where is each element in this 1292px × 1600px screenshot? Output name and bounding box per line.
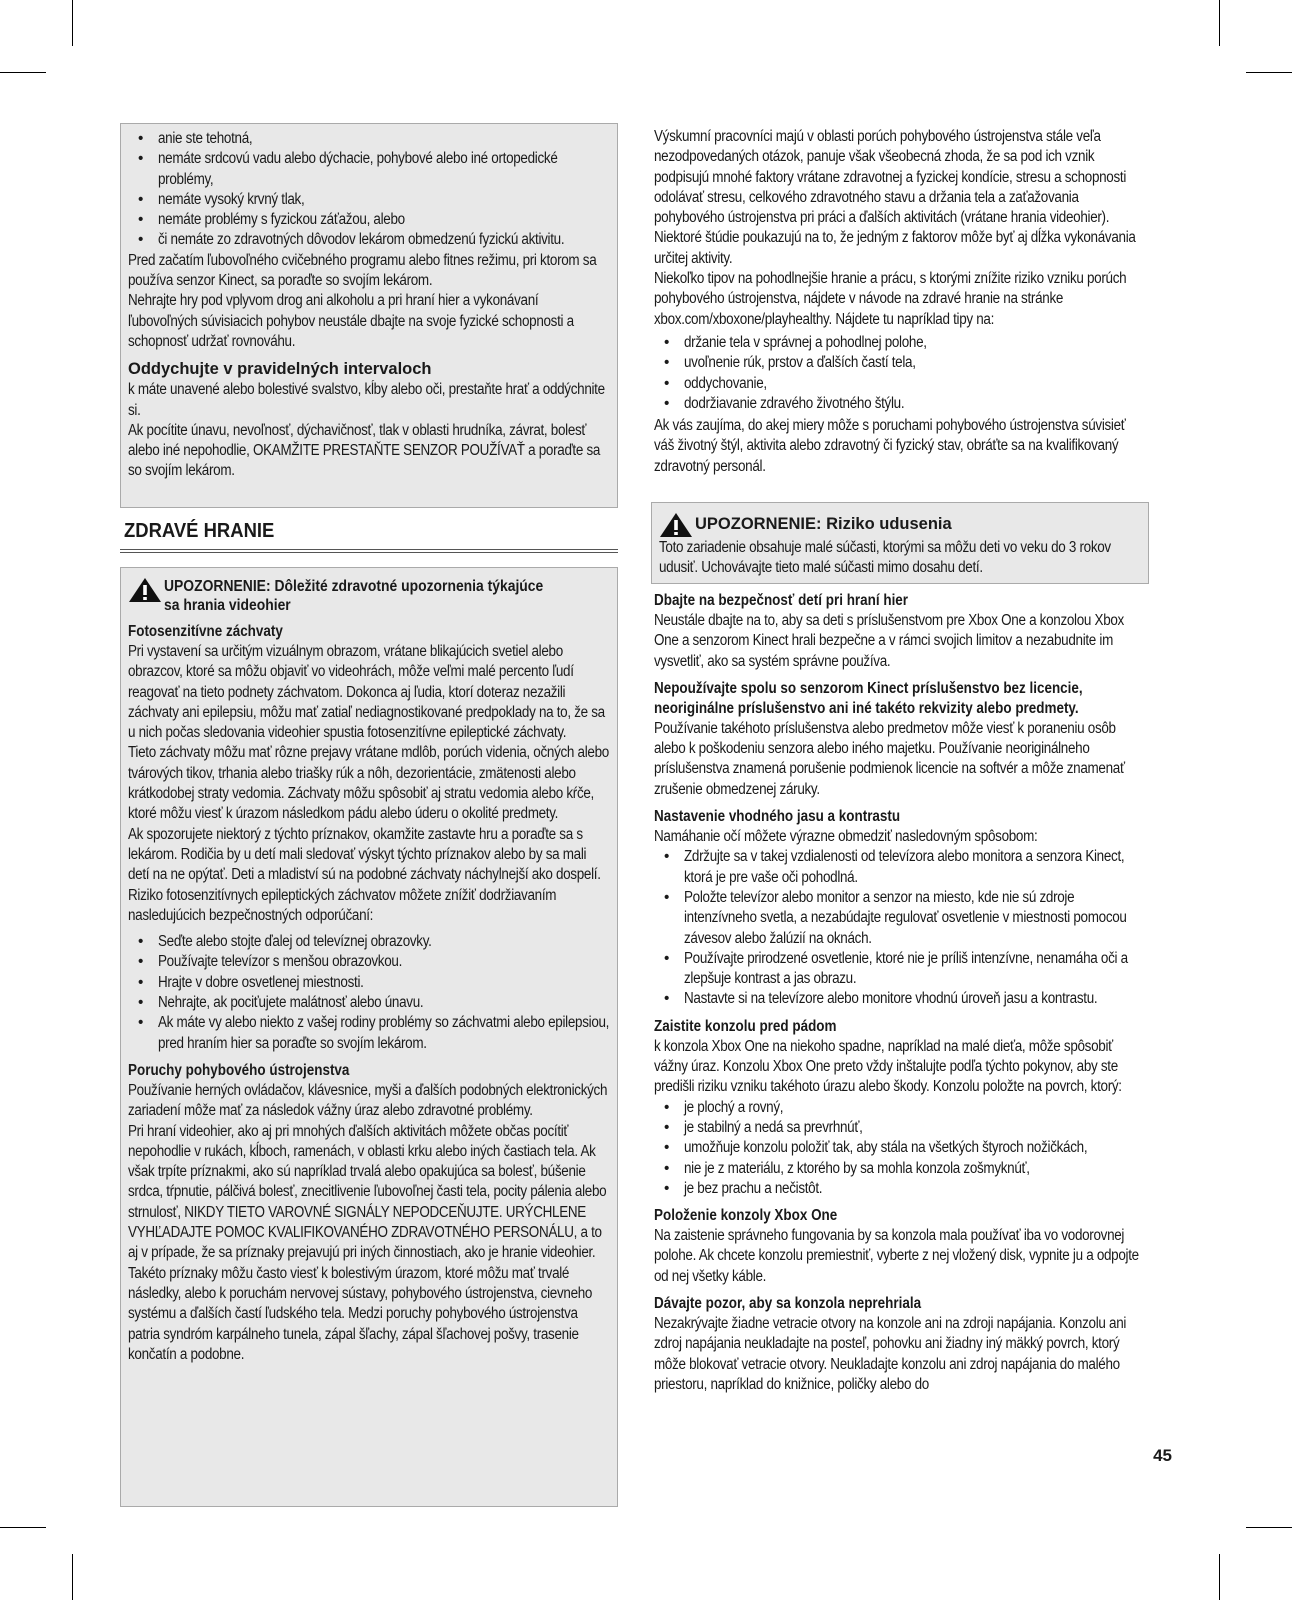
section-title: ZDRAVÉ HRANIE <box>124 519 275 542</box>
health-warning-box <box>120 567 618 1507</box>
photo-bullet-list <box>128 932 610 1054</box>
list-item: • je bez prachu a nečistôt. <box>654 1179 1146 1199</box>
list-item: • je stabilný a nedá sa prevrhnúť, <box>654 1118 1146 1138</box>
crop-mark <box>1246 72 1292 73</box>
paragraph: Neustále dbajte na to, aby sa deti s príslušenstvom pre Xbox One a konzolou Xbox One a senzorom Kinect hrali bezpečne a v rámci svojich limitov a nezabudnite im vysvetliť, ako sa systém správne používa. <box>654 612 1124 670</box>
page-number: 45 <box>1153 1446 1172 1465</box>
list-item: • nemáte vysoký krvný tlak, <box>128 190 610 210</box>
list-item: • oddychovanie, <box>654 374 1146 394</box>
rest-heading: Oddychujte v pravidelných intervaloch <box>128 360 432 379</box>
list-item: • Zdržujte sa v takej vzdialenosti od televízora alebo monitora a senzora Kinect, ktorá je pre vaše oči pohodlná. <box>654 847 1146 888</box>
fitness-warning-box <box>120 123 618 508</box>
crop-mark <box>1219 1554 1220 1600</box>
paragraph: Pred začatím ľubovoľného cvičebného programu alebo fitnes režimu, pri ktorom sa používa senzor Kinect, sa poraďte so svojím lekárom. <box>128 251 597 290</box>
crop-mark <box>0 1527 46 1528</box>
list-item: • Položte televízor alebo monitor a senzor na miesto, kde nie sú zdroje intenzívneho svetla, a nezabúdajte regulovať osvetlenie v miestnosti pomocou závesov alebo žalúzií na oknách. <box>654 888 1146 949</box>
paragraph: Ak vás zaujíma, do akej miery môže s poruchami pohybového ústrojenstva súvisieť váš životný štýl, aktivita alebo zdravotný či fyzický stav, obráťte sa na kvalifikovaný zdravotný personál. <box>654 417 1126 475</box>
safety-section <box>651 591 1149 1395</box>
accessory-heading: Nepoužívajte spolu so senzorom Kinect príslušenstvo bez licencie, neoriginálne príslušenstvo ani iné takéto rekvizity alebo predmety. <box>654 679 1083 717</box>
paragraph: Ak pocítite únavu, nevoľnosť, dýchavičnosť, tlak v oblasti hrudníka, závrat, bolesť alebo iné nepohodlie, OKAMŽITE PRESTAŇTE SENZOR POUŽÍVAŤ a poraďte sa so svojím lekárom. <box>128 421 601 480</box>
warning-header <box>128 577 610 615</box>
list-item: • dodržiavanie zdravého životného štýlu. <box>654 394 1146 414</box>
falling-heading: Zaistite konzolu pred pádom <box>654 1017 837 1035</box>
list-item: • Používajte prirodzené osvetlenie, ktoré nie je príliš intenzívne, nenamáha oči a zlepšuje kontrast a jas obrazu. <box>654 949 1146 990</box>
overheat-heading: Dávajte pozor, aby sa konzola neprehriala <box>654 1295 922 1313</box>
warning-icon <box>659 512 693 538</box>
list-item: • je plochý a rovný, <box>654 1098 1146 1118</box>
list-item: • Ak máte vy alebo niekto z vašej rodiny problémy so záchvatmi alebo epilepsiou, pred hraním hier sa poraďte so svojím lekárom. <box>128 1013 610 1054</box>
crop-mark <box>1246 1527 1292 1528</box>
title-rule <box>120 549 618 553</box>
brightness-bullet-list <box>654 847 1146 1009</box>
list-item: • Nehrajte, ak pociťujete malátnosť alebo únavu. <box>128 993 610 1013</box>
brightness-heading: Nastavenie vhodného jasu a kontrastu <box>654 808 901 826</box>
choking-title: UPOZORNENIE: Riziko udusenia <box>695 515 952 533</box>
crop-mark <box>72 0 73 46</box>
kids-heading: Dbajte na bezpečnosť detí pri hraní hier <box>654 592 909 609</box>
crop-mark <box>72 1554 73 1600</box>
warning-icon <box>128 577 162 603</box>
paragraph: Pri vystavení sa určitým vizuálnym obrazom, vrátane blikajúcich svetiel alebo obrazcov, ktoré sa môžu objaviť vo videohrách, môže veľmi malé percento ľudí reagovať na tieto podnety záchvatom. Dokonca aj ľudia, ktorí doteraz nezažili záchvaty ani epilepsiu, môžu mať zatiaľ nediagnostikované predpoklady na to, že sa u nich počas sledovania videohier spustia fotosenzitívne epileptické záchvaty. <box>128 643 605 742</box>
paragraph: Nehrajte hry pod vplyvom drog ani alkoholu a pri hraní hier a vykonávaní ľubovoľných súvisiacich pohybov neustále dbajte na svoje fyzické schopnosti a schopnosť udržať rovnováhu. <box>128 292 574 350</box>
list-item: • Nastavte si na televízore alebo monitore vhodnú úroveň jasu a kontrastu. <box>654 989 1146 1009</box>
paragraph: Ak spozorujete niektorý z týchto príznakov, okamžite zastavte hru a poraďte sa s lekárom. Rodičia by u detí mali sledovať výskyt týchto príznakov alebo by sa mali detí na ne opýtať. Deti a mladiství sú na podobné záchvaty náchylnejší ako dospelí. Riziko fotosenzitívnych epileptických záchvatov môžete znížiť dodržiavaním nasledujúcich bezpečnostných odporúčaní: <box>128 825 601 924</box>
paragraph: Niekoľko tipov na pohodlnejšie hranie a prácu, s ktorými znížite riziko vzniku porúch pohybového ústrojenstva, nájdete v návode na zdravé hranie na stránke xbox.com/xboxone/playhealthy. Nájdete tu napríklad tipy na: <box>654 270 1127 328</box>
choking-warning-box <box>651 502 1149 584</box>
list-item: • či nemáte zo zdravotných dôvodov lekárom obmedzenú fyzickú aktivitu. <box>128 230 610 250</box>
paragraph: k konzola Xbox One na niekoho spadne, napríklad na malé dieťa, môže spôsobiť vážny úraz. Konzolu Xbox One preto vždy inštalujte podľa týchto pokynov, aby ste predišli riziku vzniku takéhoto úrazu alebo škody. Konzolu položte na povrch, ktorý: <box>654 1037 1122 1096</box>
paragraph: Toto zariadenie obsahuje malé súčasti, ktorými sa môžu deti vo veku do 3 rokov udusiť. Uchovávajte tieto malé súčasti mimo dosahu detí. <box>659 539 1111 577</box>
list-item: • nemáte problémy s fyzickou záťažou, alebo <box>128 210 610 230</box>
list-item: • uvoľnenie rúk, prstov a ďalších častí tela, <box>654 353 1146 373</box>
intro-bullet-list <box>128 129 610 251</box>
research-section <box>651 123 1149 498</box>
list-item: • umožňuje konzolu položiť tak, aby stála na všetkých štyroch nožičkách, <box>654 1138 1146 1158</box>
falling-bullet-list <box>654 1098 1146 1199</box>
paragraph: Výskumní pracovníci majú v oblasti porúch pohybového ústrojenstva stále veľa nezodpovedaných otázok, panuje však všeobecná zhoda, že sa pod ich vznik podpisujú mnohé faktory vrátane zdravotnej a fyzickej kondície, stresu a schopnosti odolávať stresu, celkového zdravotného stavu a držania tela a zaťažovania pohybového ústrojenstva pri práci a ďalších aktivitách (vrátane hrania videohier). Niektoré štúdie poukazujú na to, že jedným z faktorov môže byť aj dĺžka vykonávania určitej aktivity. <box>654 128 1136 267</box>
research-bullet-list <box>654 333 1146 414</box>
crop-mark <box>0 72 46 73</box>
list-item: • Seďte alebo stojte ďalej od televíznej obrazovky. <box>128 932 610 952</box>
paragraph: Namáhanie očí môžete výrazne obmedziť nasledovným spôsobom: <box>654 828 1038 846</box>
list-item: • držanie tela v správnej a pohodlnej polohe, <box>654 333 1146 353</box>
paragraph: Používanie herných ovládačov, klávesnice, myši a ďalších podobných elektronických zariadení môže mať za následok vážny úraz alebo zdravotné problémy. <box>128 1081 608 1120</box>
photo-heading: Fotosenzitívne záchvaty <box>128 623 283 640</box>
list-item: • Používajte televízor s menšou obrazovkou. <box>128 952 610 972</box>
paragraph: k máte unavené alebo bolestivé svalstvo, kĺby alebo oči, prestaňte hrať a oddýchnite si. <box>128 381 605 419</box>
warning-title: UPOZORNENIE: Dôležité zdravotné upozornenia týkajúce sa hrania videohier <box>164 578 544 614</box>
paragraph: Používanie takéhoto príslušenstva alebo predmetov môže viesť k poraneniu osôb alebo k poškodeniu senzora alebo iného majetku. Používanie neoriginálneho príslušenstva znamená porušenie podmienok licencie na softvér a môže znamenať zrušenie obmedzenej záruky. <box>654 719 1125 798</box>
left-column <box>120 123 618 1507</box>
paragraph: Pri hraní videohier, ako aj pri mnohých ďalších aktivitách môžete občas pocítiť nepohodlie v rukách, kĺboch, ramenách, v oblasti krku alebo iných častiach tela. Ak však trpíte príznakmi, ako sú napríklad trvalá alebo opakujúca sa bolesť, búšenie srdca, tŕpnutie, pálčivá bolesť, znecitlivenie ľubovoľnej časti tela, pocity pálenia alebo strnulosť, NIKDY TIETO VAROVNÉ SIGNÁLY NEPODCEŇUJTE. URÝCHLENE VYHĽADAJTE POMOC KVALIFIKOVANÉHO ZDRAVOTNÉHO PERSONÁLU, a to aj v prípade, že sa príznaky prejavujú pri iných činnostiach, ako je hranie videohier. Takéto príznaky môžu často viesť k bolestivým úrazom, ktoré môžu mať trvalé následky, alebo k poruchám nervovej sústavy, pohybového ústrojenstva, cievneho systému a ďalších častí ľudského tela. Medzi poruchy pohybového ústrojenstva patria syndróm karpálneho tunela, zápal šľachy, zápal šľachovej pošvy, trasenie končatín a podobne. <box>128 1122 607 1363</box>
list-item: • anie ste tehotná, <box>128 129 610 149</box>
list-item: • nie je z materiálu, z ktorého by sa mohla konzola zošmyknúť, <box>654 1159 1146 1179</box>
position-heading: Položenie konzoly Xbox One <box>654 1207 838 1225</box>
list-item: • nemáte srdcovú vadu alebo dýchacie, pohybové alebo iné ortopedické problémy, <box>128 149 610 190</box>
warning-header <box>659 512 1141 538</box>
paragraph: Nezakrývajte žiadne vetracie otvory na konzole ani na zdroji napájania. Konzolu ani zdroj napájania neukladajte na posteľ, pohovku ani žiadny iný mäkký povrch, ktorý môže blokovať vetracie otvory. Neukladajte konzolu ani zdroj napájania do malého priestoru, napríklad do knižnice, poličky alebo do <box>654 1315 1127 1393</box>
right-column <box>651 123 1149 1395</box>
msd-heading: Poruchy pohybového ústrojenstva <box>128 1061 350 1079</box>
paragraph: Tieto záchvaty môžu mať rôzne prejavy vrátane mdlôb, porúch videnia, očných alebo tvárových tikov, trhania alebo triašky rúk a nôh, dezorientácie, zmätenosti alebo krátkodobej straty vedomia. Záchvaty môžu spôsobiť aj stratu vedomia alebo kŕče, ktoré môžu viesť k úrazom následkom pádu alebo úderu o okolité predmety. <box>128 744 609 823</box>
paragraph: Na zaistenie správneho fungovania by sa konzola mala používať iba vo vodorovnej polohe. Ak chcete konzolu premiestniť, vyberte z nej vložený disk, vypnite ju a odpojte od nej všetky káble. <box>654 1227 1139 1285</box>
crop-mark <box>1219 0 1220 46</box>
list-item: • Hrajte v dobre osvetlenej miestnosti. <box>128 973 610 993</box>
